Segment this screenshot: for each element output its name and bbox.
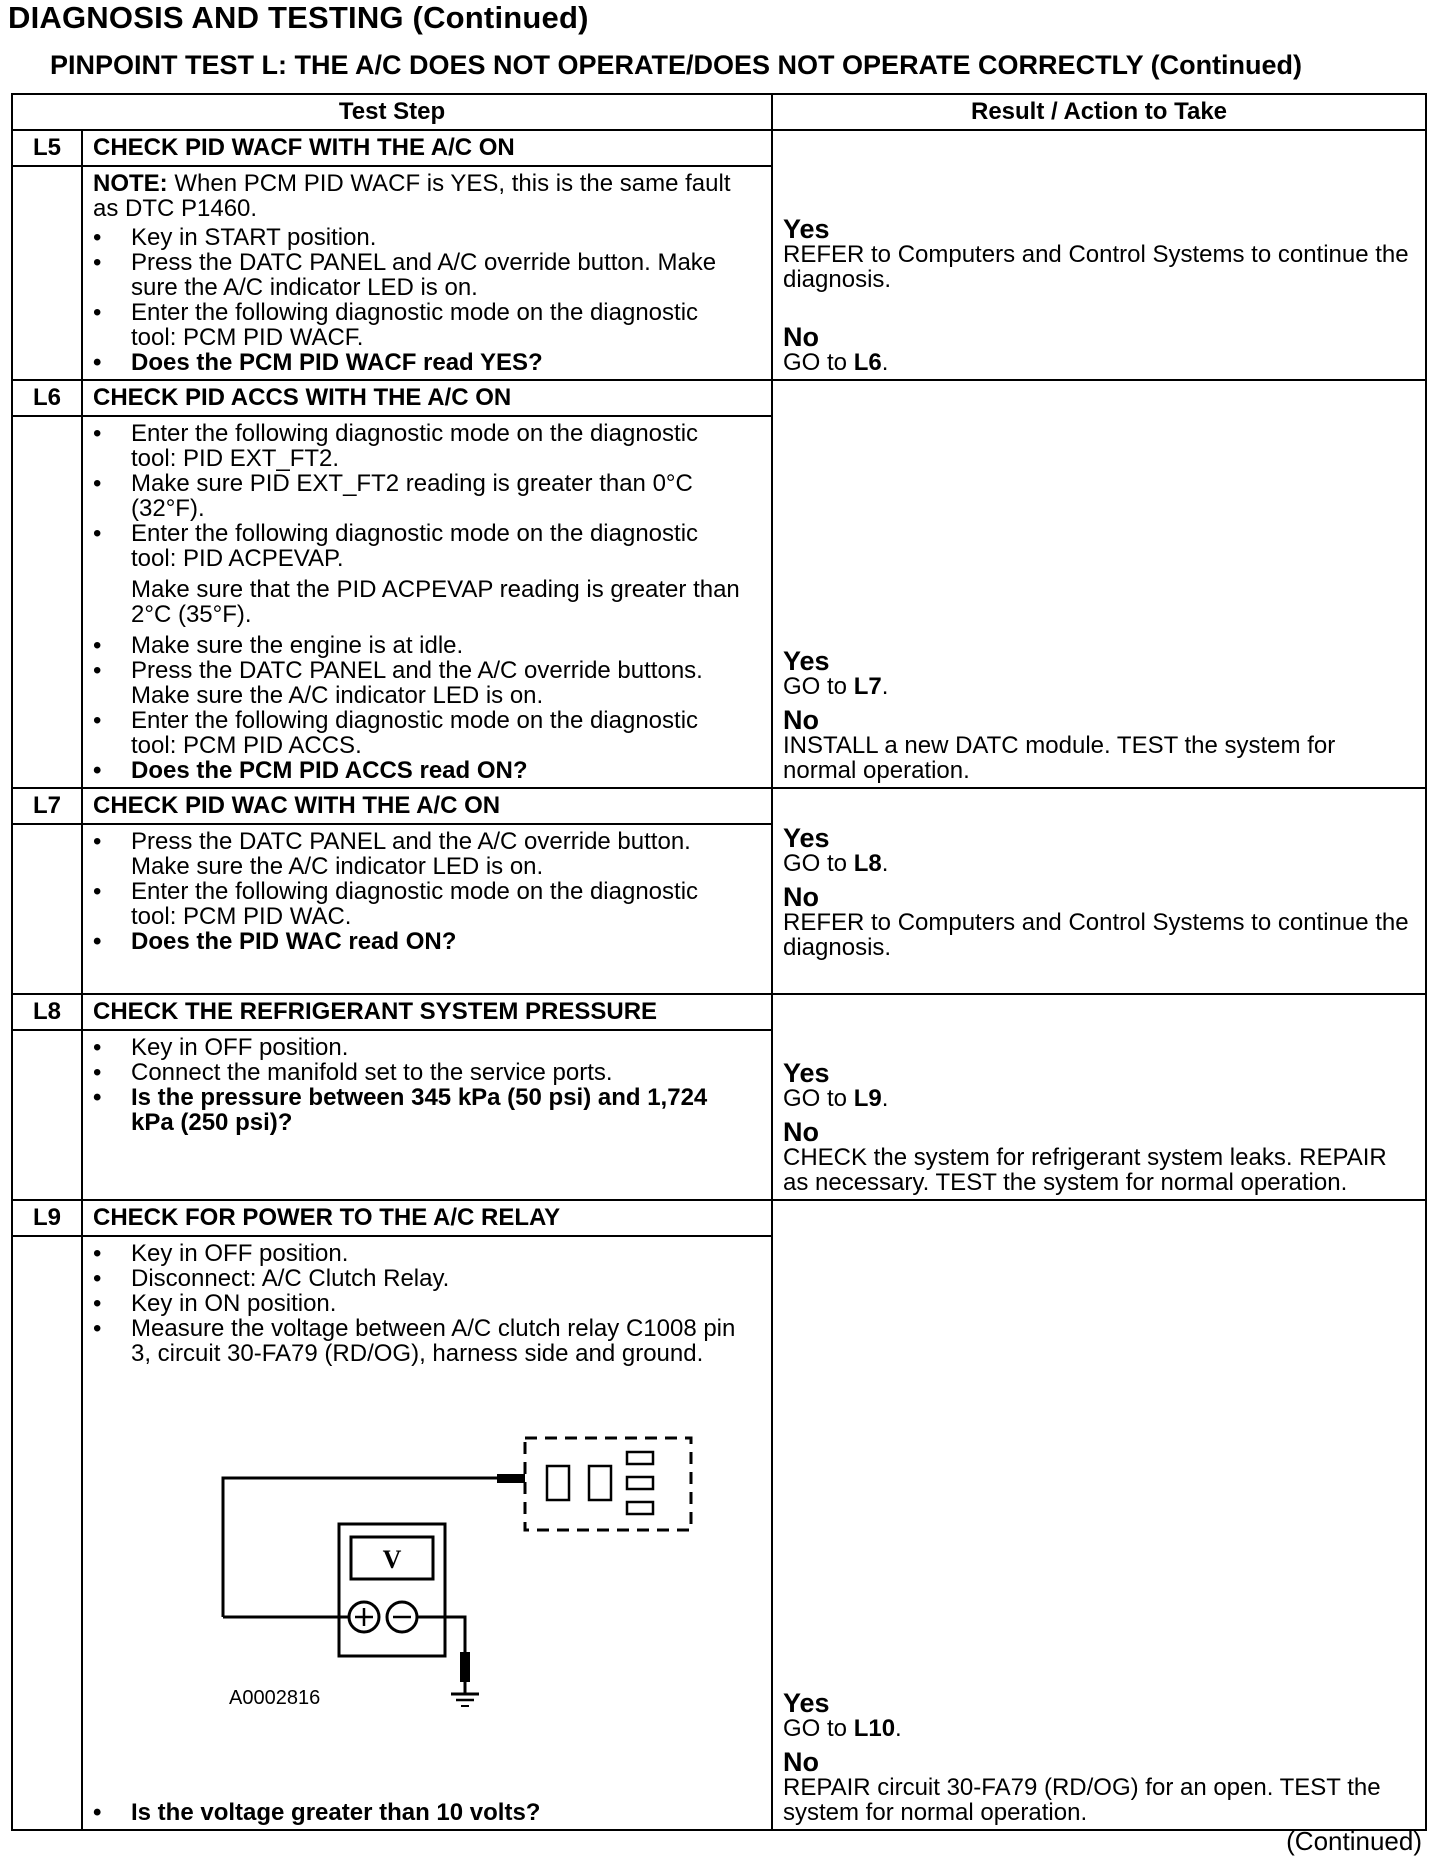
question-l5: • Does the PCM PID WACF read YES? [93, 350, 747, 375]
yes-label-l6: Yes [783, 646, 830, 676]
list-item: • Enter the following diagnostic mode on the diagnostic tool: PID ACPEVAP. [93, 521, 747, 571]
step-row-l9 [12, 1200, 1426, 1236]
yes-text-l7: GO to L8. [783, 850, 889, 877]
list-item: • Key in ON position. [93, 1291, 747, 1316]
ground-probe [460, 1652, 470, 1682]
step-row-l6 [12, 380, 1426, 416]
list-item: • Key in OFF position. [93, 1241, 747, 1266]
list-item: • Press the DATC PANEL and the A/C override button. Make sure the A/C indicator LED is on. [93, 829, 747, 879]
no-label-l8: No [783, 1117, 819, 1147]
yes-label-l7: Yes [783, 823, 830, 853]
list-item: • Press the DATC PANEL and A/C override button. Make sure the A/C indicator LED is on. [93, 250, 747, 300]
step-id-l5: L5 [12, 130, 82, 166]
step-title-l9: CHECK FOR POWER TO THE A/C RELAY [82, 1200, 772, 1236]
step-title-l7: CHECK PID WAC WITH THE A/C ON [82, 788, 772, 824]
meter-body [339, 1524, 445, 1656]
step-content-l7 [82, 824, 772, 994]
list-item: • Connect the manifold set to the service ports. [93, 1060, 747, 1085]
continued-label: (Continued) [1286, 1826, 1422, 1856]
yes-label-l5: Yes [783, 214, 830, 244]
header-result: Result / Action to Take [772, 94, 1426, 130]
yes-text-l9: GO to L10. [783, 1715, 902, 1742]
diagnosis-table [11, 93, 1427, 1831]
list-item: • Make sure PID EXT_FT2 reading is greater than 0°C (32°F). [93, 471, 747, 521]
meter-label: V [382, 1545, 402, 1574]
pinpoint-test-title: PINPOINT TEST L: THE A/C DOES NOT OPERATE/DOES NOT OPERATE CORRECTLY (Continued) [50, 50, 1303, 80]
list-item: • Press the DATC PANEL and the A/C override buttons. Make sure the A/C indicator LED is on. [93, 658, 747, 708]
paragraph-l6: Make sure that the PID ACPEVAP reading is greater than 2°C (35°F). [131, 576, 740, 628]
yes-label-l8: Yes [783, 1058, 830, 1088]
negative-lead [417, 1617, 465, 1674]
list-item: • Enter the following diagnostic mode on the diagnostic tool: PCM PID WACF. [93, 300, 747, 350]
voltmeter-diagram [93, 1374, 747, 1794]
probe-tip [497, 1474, 525, 1483]
question-l8: • Is the pressure between 345 kPa (50 psi) and 1,724 kPa (250 psi)? [93, 1085, 747, 1135]
relay-outline [525, 1438, 691, 1530]
page-title: DIAGNOSIS AND TESTING (Continued) [8, 0, 589, 35]
note-l5: NOTE: When PCM PID WACF is YES, this is the same fault as DTC P1460. [93, 170, 731, 222]
list-item: • Key in OFF position. [93, 1035, 747, 1060]
yes-text-l6: GO to L7. [783, 673, 889, 700]
question-l7: • Does the PID WAC read ON? [93, 929, 747, 954]
step-id-l8: L8 [12, 994, 82, 1030]
step-title-l6: CHECK PID ACCS WITH THE A/C ON [82, 380, 772, 416]
result-cell-l5 [772, 130, 1426, 380]
no-label-l9: No [783, 1747, 819, 1777]
list-item: • Enter the following diagnostic mode on the diagnostic tool: PID EXT_FT2. [93, 421, 747, 471]
result-cell-l7 [772, 788, 1426, 994]
yes-label-l9: Yes [783, 1688, 830, 1718]
yes-text-l8: GO to L9. [783, 1085, 889, 1112]
no-text-l9: REPAIR circuit 30-FA79 (RD/OG) for an open. TEST the system for normal operation. [783, 1774, 1381, 1826]
voltmeter-schematic [93, 1374, 693, 1774]
step-row-l8 [12, 994, 1426, 1030]
list-item: • Measure the voltage between A/C clutch relay C1008 pin 3, circuit 30-FA79 (RD/OG), harness side and ground. [93, 1316, 747, 1366]
list-item: • Enter the following diagnostic mode on the diagnostic tool: PCM PID ACCS. [93, 708, 747, 758]
list-item: • Enter the following diagnostic mode on the diagnostic tool: PCM PID WAC. [93, 879, 747, 929]
step-row-l5 [12, 130, 1426, 166]
step-title-l8: CHECK THE REFRIGERANT SYSTEM PRESSURE [82, 994, 772, 1030]
list-item: • Disconnect: A/C Clutch Relay. [93, 1266, 747, 1291]
step-content-l5 [82, 166, 772, 380]
relay-pin-slot [627, 1477, 653, 1489]
positive-lead [223, 1478, 521, 1617]
step-content-l8 [82, 1030, 772, 1200]
relay-pin-slot [627, 1452, 653, 1464]
header-test-step: Test Step [12, 94, 772, 130]
no-label-l5: No [783, 322, 819, 352]
relay-pin-slot [627, 1502, 653, 1514]
question-l6: • Does the PCM PID ACCS read ON? [93, 758, 747, 783]
yes-text-l5: REFER to Computers and Control Systems to continue the diagnosis. [783, 241, 1409, 293]
table-header-row [12, 94, 1426, 130]
step-content-l6 [82, 416, 772, 788]
relay-pin-slot [589, 1466, 611, 1500]
question-l9: • Is the voltage greater than 10 volts? [93, 1800, 747, 1825]
step-title-l5: CHECK PID WACF WITH THE A/C ON [82, 130, 772, 166]
no-label-l6: No [783, 705, 819, 735]
list-item: • Make sure the engine is at idle. [93, 633, 747, 658]
step-id-l9: L9 [12, 1200, 82, 1236]
no-text-l5: GO to L6. [783, 349, 889, 376]
list-item: • Key in START position. [93, 225, 747, 250]
result-cell-l8 [772, 994, 1426, 1200]
step-id-l7: L7 [12, 788, 82, 824]
step-row-l7 [12, 788, 1426, 824]
no-text-l6: INSTALL a new DATC module. TEST the system for normal operation. [783, 732, 1336, 784]
step-content-l9 [82, 1236, 772, 1830]
figure-label: A0002816 [229, 1687, 321, 1709]
result-cell-l6 [772, 380, 1426, 788]
result-cell-l9 [772, 1200, 1426, 1830]
no-text-l7: REFER to Computers and Control Systems to continue the diagnosis. [783, 909, 1409, 961]
step-id-l6: L6 [12, 380, 82, 416]
relay-pin-slot [547, 1466, 569, 1500]
no-text-l8: CHECK the system for refrigerant system leaks. REPAIR as necessary. TEST the system for normal operation. [783, 1144, 1387, 1196]
no-label-l7: No [783, 882, 819, 912]
